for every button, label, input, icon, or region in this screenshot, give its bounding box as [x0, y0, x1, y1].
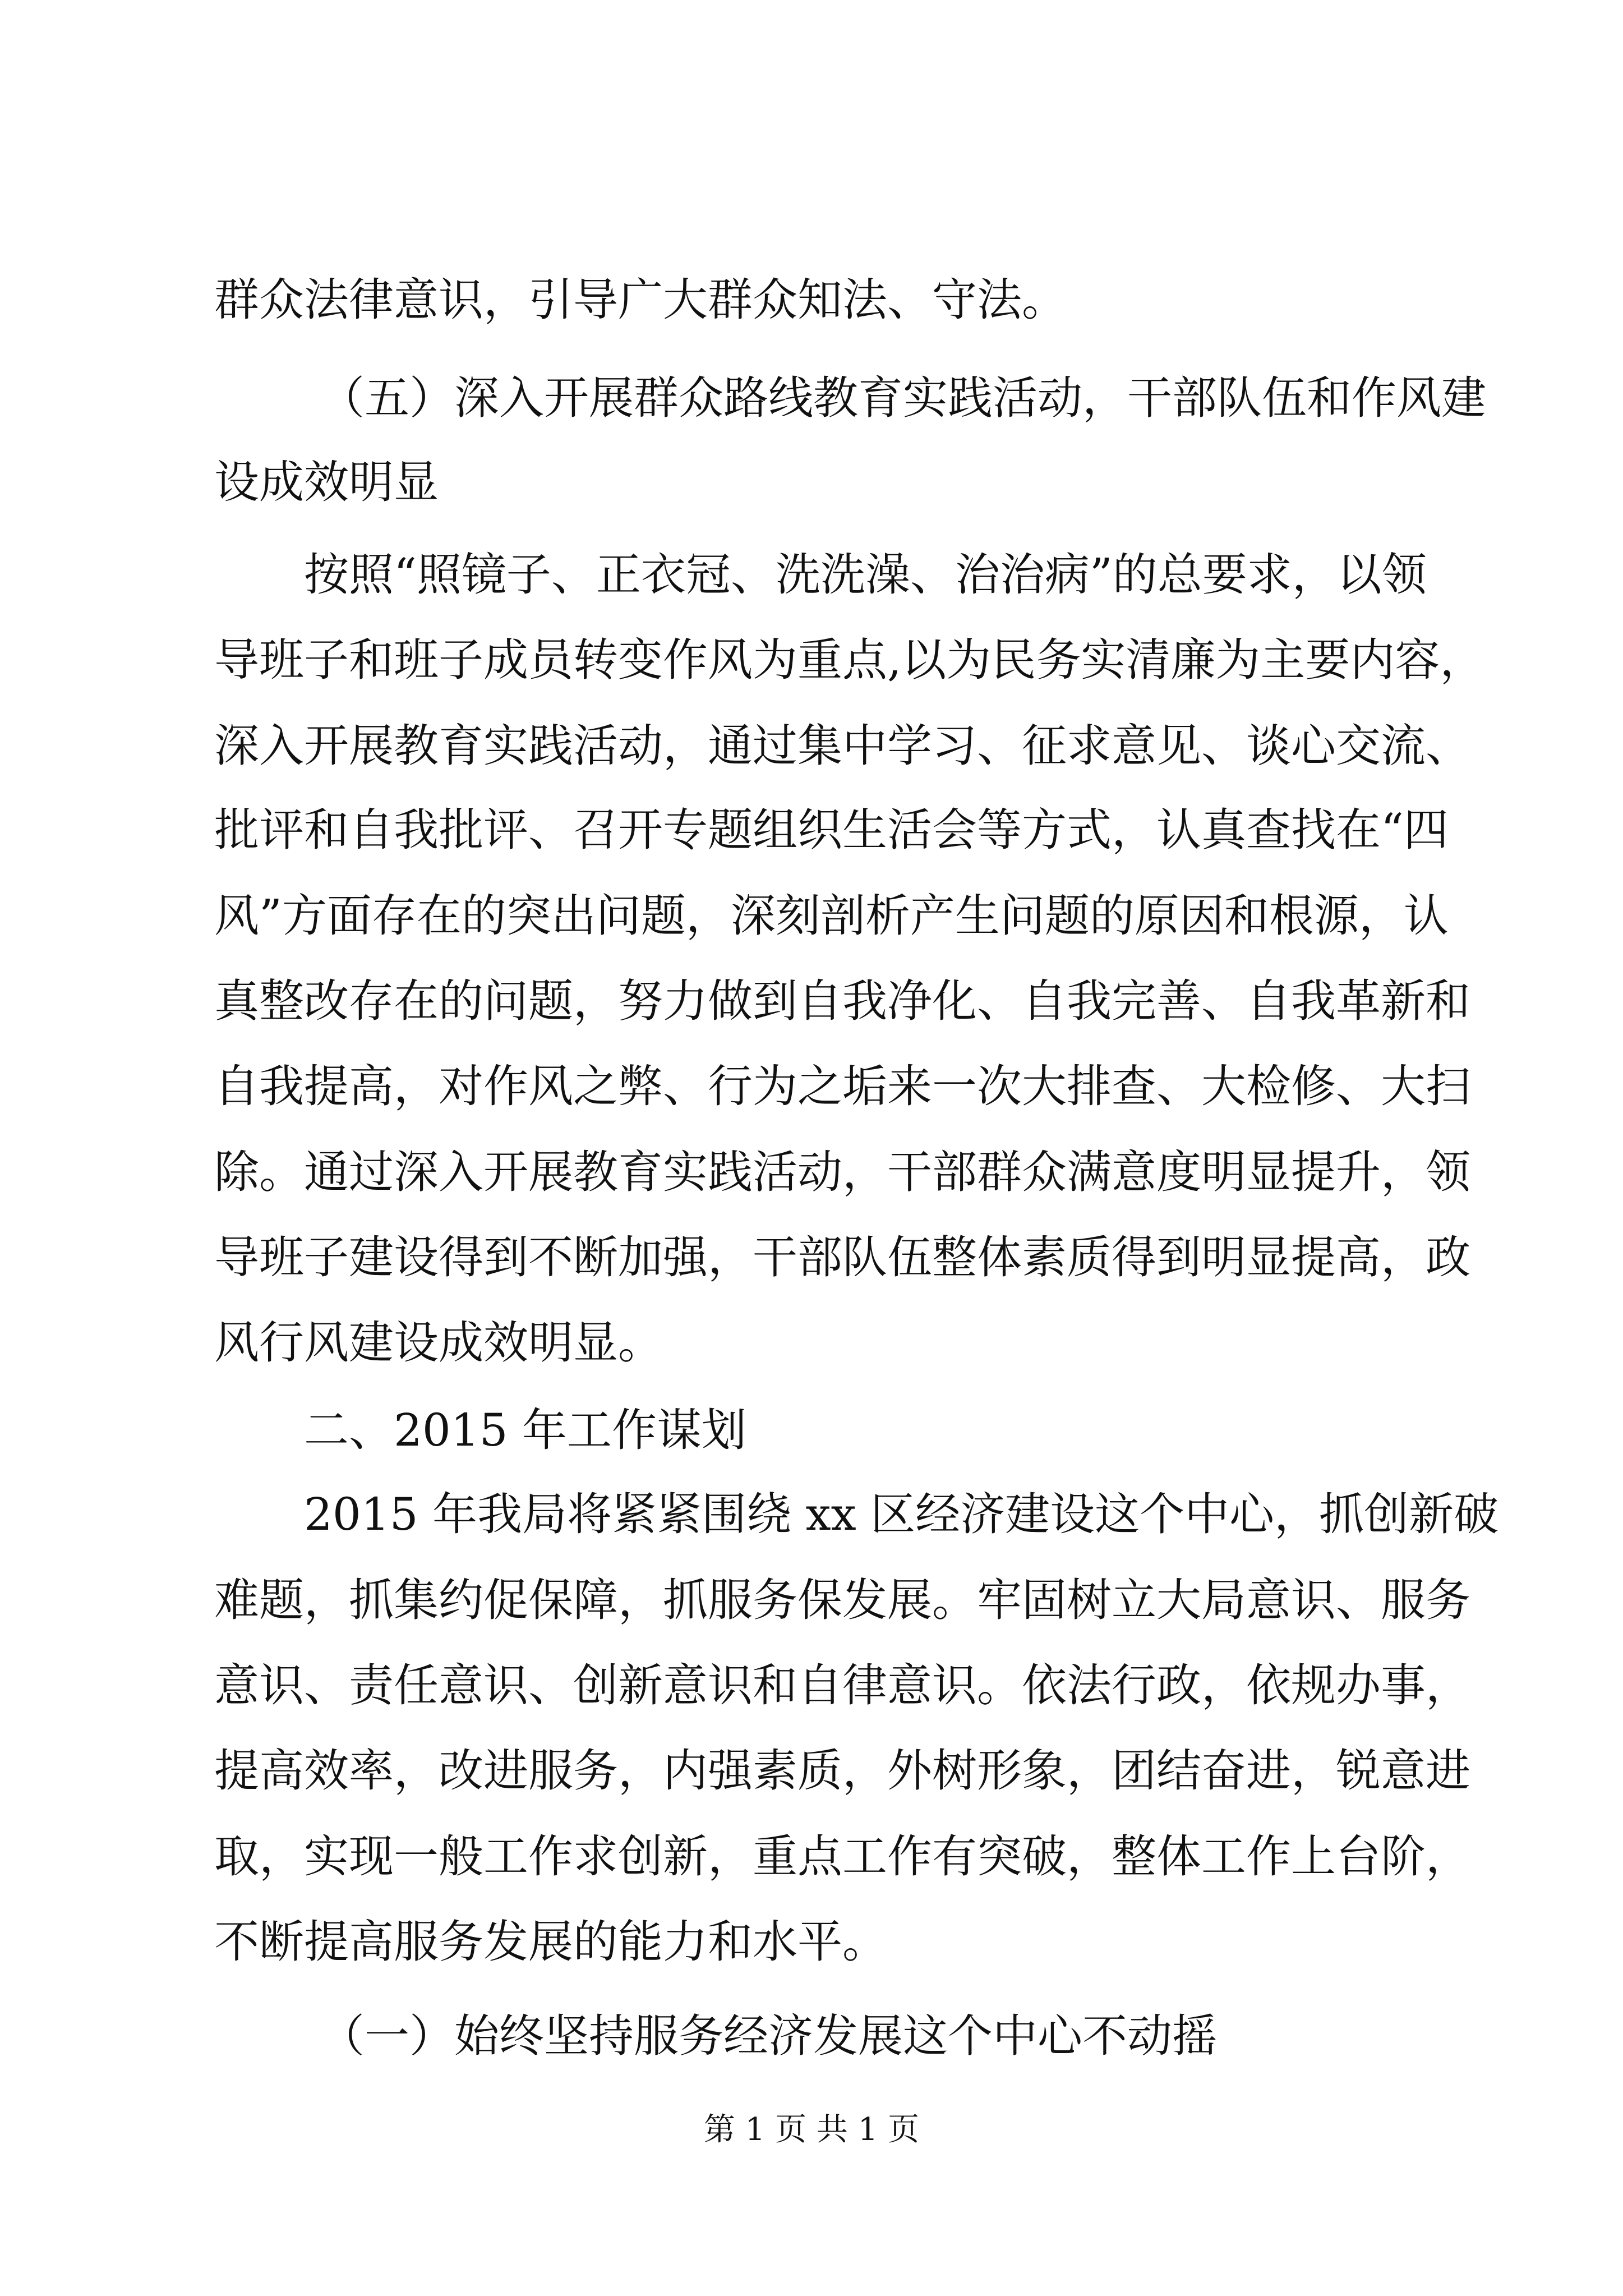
body-text-line: 意识、责任意识、创新意识和自律意识。依法行政，依规办事， [214, 1659, 1470, 1711]
body-text-line: 风”方面存在的突出问题，深刻剖析产生问题的原因和根源，认 [214, 890, 1449, 942]
body-text-line: 按照“照镜子、正衣冠、洗洗澡、治治病”的总要求，以领 [304, 549, 1427, 601]
body-text-line: 真整改存在的问题，努力做到自我净化、自我完善、自我革新和 [214, 975, 1470, 1027]
body-text-line: 2015 年我局将紧紧围绕 xx 区经济建设这个中心，抓创新破 [304, 1488, 1499, 1540]
body-text-line: 不断提高服务发展的能力和水平。 [214, 1916, 887, 1968]
body-text-line: 群众法律意识，引导广大群众知法、守法。 [214, 274, 1067, 326]
body-text-line: 导班子和班子成员转变作风为重点,以为民务实清廉为主要内容， [214, 634, 1485, 686]
body-text-line: 取，实现一般工作求创新，重点工作有突破，整体工作上台阶， [214, 1830, 1470, 1883]
body-text-line: 批评和自我批评、召开专题组织生活会等方式，认真查找在“四 [214, 804, 1449, 856]
body-text-line: 自我提高，对作风之弊、行为之垢来一次大排查、大检修、大扫 [214, 1060, 1470, 1112]
body-text-line: 风行风建设成效明显。 [214, 1317, 663, 1369]
body-text-line: 导班子建设得到不断加强，干部队伍整体素质得到明显提高，政 [214, 1231, 1470, 1283]
section-heading-line: 二、2015 年工作谋划 [304, 1404, 747, 1456]
body-text-line: 深入开展教育实践活动，通过集中学习、征求意见、谈心交流、 [214, 720, 1470, 772]
section-heading-line: （五）深入开展群众路线教育实践活动，干部队伍和作风建 [320, 372, 1486, 424]
body-text-line: 除。通过深入开展教育实践活动，干部群众满意度明显提升，领 [214, 1146, 1470, 1198]
section-heading-line: （一）始终坚持服务经济发展这个中心不动摇 [320, 2010, 1217, 2062]
body-text-line: 提高效率，改进服务，内强素质，外树形象，团结奋进，锐意进 [214, 1745, 1470, 1797]
section-heading-line: 设成效明显 [214, 456, 439, 508]
page-footer: 第 1 页 共 1 页 [703, 2111, 920, 2148]
body-text-line: 难题，抓集约促保障，抓服务保发展。牢固树立大局意识、服务 [214, 1574, 1470, 1626]
